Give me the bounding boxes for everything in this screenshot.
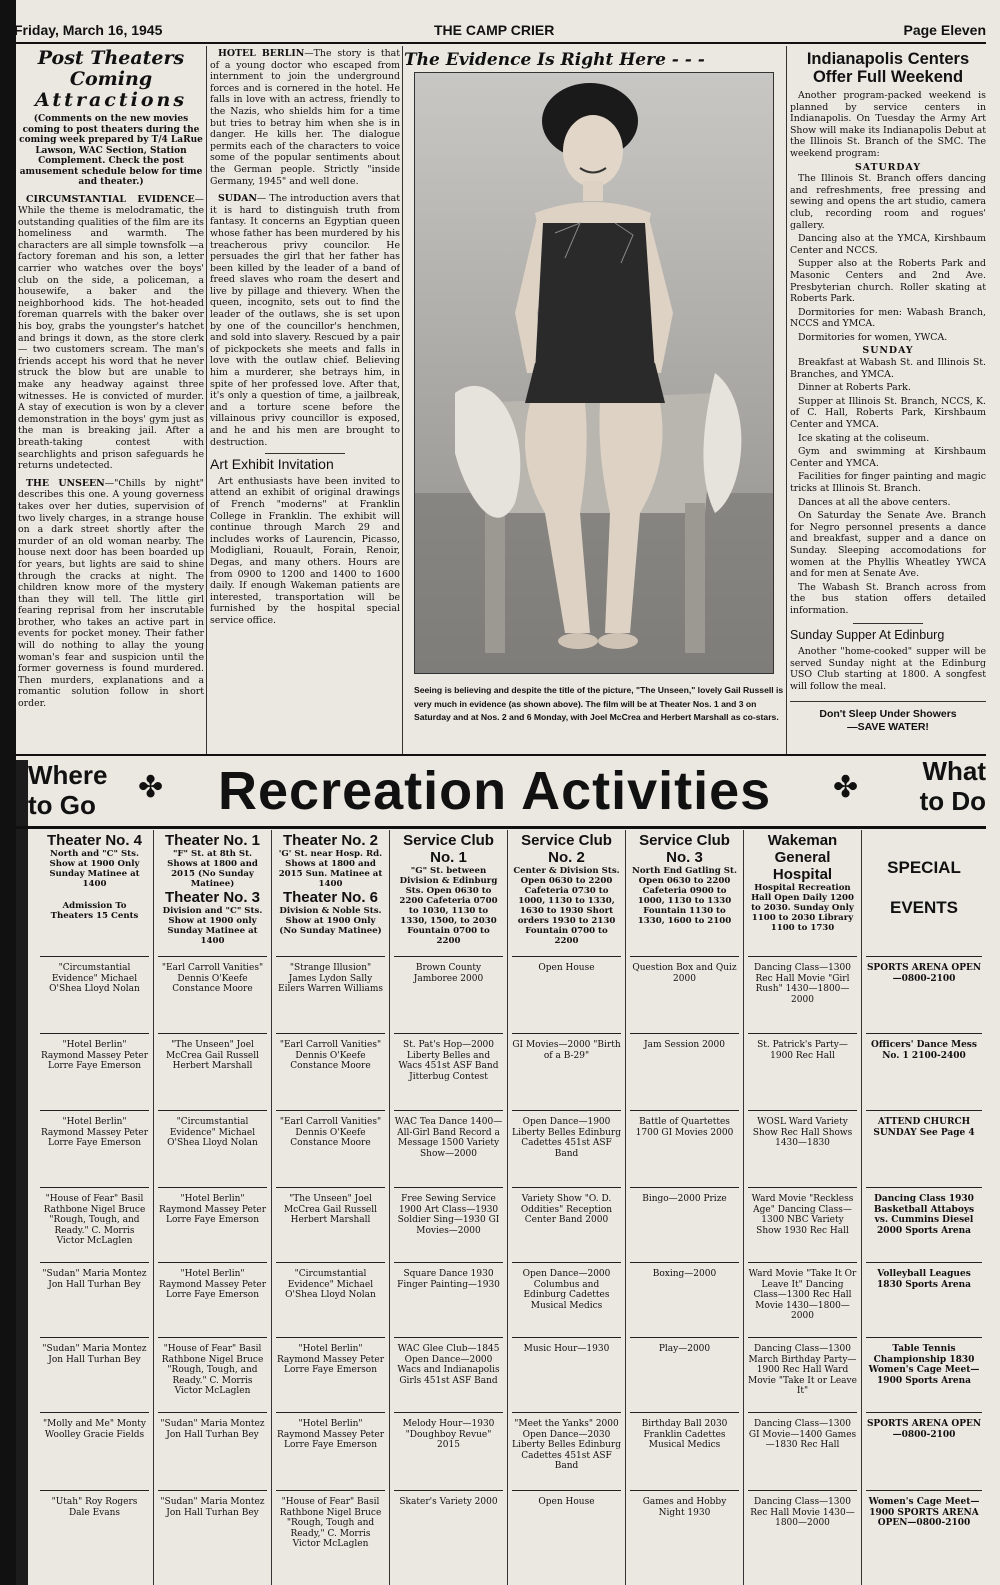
review-body-circumstantial: —While the theme is melodramatic, the outstanding qualities of the film are its homeliness and warmth. The characters are all simple townsfolk —a factory foreman and his son, a letter carrier who watches over the boys' club on the side, a policeman, a housewife, a baker and the neighborhood kids. The hot-headed foreman quarrels with the baker over his boy, grabs the youngster's hatchet and brings it down, as the store clerk — two customers scream. The man's friends accept his word that he never struck the blow but are unable to make any headway against three witnesses. He is convicted of murder. A stay of execution is won by a clever demonstration in the boys' gym just as the man is breaking jail. After a breath-taking contest with searchlights and prison safeguards he returns undetected. (18, 193, 204, 472)
saturday-label: SATURDAY (854, 161, 922, 173)
schedule-cell: "Molly and Me" Monty Woolley Gracie Fields (40, 1412, 149, 1440)
schedule-title: Theater No. 2 (282, 832, 379, 849)
schedule-column-service-club-2 (508, 830, 626, 1585)
saturday-item: Dormitories for women, YWCA. (798, 331, 948, 343)
masthead-rule (14, 42, 986, 44)
schedule-header (508, 830, 625, 948)
schedule-header (626, 830, 743, 928)
sunday-item: Supper at Illinois St. Branch, NCCS, K. of C. Hall, Roberts Park, Kirshbaum Center and YMCA. (790, 395, 986, 431)
column-rule (206, 46, 207, 754)
schedule-cell: "The Unseen" Joel McCrea Gail Russell Herbert Marshall (276, 1187, 385, 1226)
schedule-cell: Open Dance—1900 Liberty Belles Edinburg Cadettes 451st ASF Band (512, 1110, 621, 1159)
schedule-column-theater-1-3 (154, 830, 272, 1585)
gail-russell-photo (414, 72, 774, 674)
indianapolis-column (790, 50, 986, 756)
page-number: Page Eleven (903, 22, 986, 38)
edinburg-supper-body: Another "home-cooked" supper will be served Sunday night at the Edinburg USO Club starting at 1800. A songfest will follow the meal. (790, 646, 986, 692)
section-rule (14, 754, 986, 756)
schedule-cell: WOSL Ward Variety Show Rec Hall Shows 1430—1830 (748, 1110, 857, 1149)
schedule-cell: ATTEND CHURCH SUNDAY See Page 4 (866, 1110, 982, 1138)
review-body-sudan: — The introduction avers that it is hard to distinguish truth from fantasy. It concerns an Egyptian queen whose father has been murdered by his treacherous privy councilor. He persuades the girl that her father has been killed by the leader of a band of freed slaves who roam the desert and live by pillage and thievery. When the queen, incognito, sets out to find the leader of the outlaws, she is set upon by one of the councillor's henchmen, and sold into slavery. Rescued by a pair of pickpockets she meets and falls in love with the outlaw chief. Believing him a murderer, she betrays him, in spite of her professed love. After that, it's only a question of time, a jailbreak, and a torture scene before the villainous privy councillor is exposed, and he and his men are brought to destruction. (210, 193, 400, 448)
saturday-item: Dormitories for men: Wabash Branch, NCCS and YMCA. (790, 306, 986, 330)
schedule-cell: Dancing Class—1300 GI Movie—1400 Games—1830 Rec Hall (748, 1412, 857, 1451)
masthead (14, 18, 986, 44)
schedule-cell: "Sudan" Maria Montez Jon Hall Turhan Bey (158, 1412, 267, 1440)
schedule-cell: "Hotel Berlin" Raymond Massey Peter Lorre Faye Emerson (158, 1262, 267, 1301)
page-edge-shadow (0, 0, 16, 1585)
banner-rule (14, 826, 986, 829)
section-divider (790, 701, 986, 702)
review-body-hotel-berlin: —The story is that of a young doctor who escaped from internment to join the underground forces and is cornered in the hotel. He falls in love with an actress, friendly to the Nazis, who shields him for a time but tries to betray him when she is in danger. He kills her. The dialogue permits each of the characters to voice some of the popular sentiments about the German people. Strictly "inside Germany, 1945" and well done. (210, 48, 400, 187)
schedule-cell: "Sudan" Maria Montez Jon Hall Turhan Bey (40, 1337, 149, 1365)
schedule-info-2: Division & Noble Sts. Show at 1900 Only (No Sunday Matinee) (279, 906, 382, 936)
schedule-cell: Dancing Class 1930 Basketball Attaboys vs. Cummins Diesel 2000 Sports Arena (866, 1187, 982, 1236)
schedule-cell: Free Sewing Service 1900 Art Class—1930 Soldier Sing—1930 GI Movies—2000 (394, 1187, 503, 1236)
schedule-cell: "Sudan" Maria Montez Jon Hall Turhan Bey (40, 1262, 149, 1290)
schedule-cell: Bingo—2000 Prize (630, 1187, 739, 1205)
schedule-column-wakeman-hospital (744, 830, 862, 1585)
schedule-cell: "Earl Carroll Vanities" Dennis O'Keefe Constance Moore (158, 956, 267, 995)
schedule-header (272, 830, 389, 938)
schedule-cell: Birthday Ball 2030 Franklin Cadettes Musical Medics (630, 1412, 739, 1451)
schedule-cell: WAC Glee Club—1845 Open Dance—2000 Wacs and Indianapolis Girls 451st ASF Band (394, 1337, 503, 1386)
schedule-cell: SPORTS ARENA OPEN—0800-2100 (866, 1412, 982, 1440)
indianapolis-title: Indianapolis Centers Offer Full Weekend (806, 50, 970, 86)
banner-title: Recreation Activities (218, 761, 772, 821)
schedule-cell: Boxing—2000 (630, 1262, 739, 1280)
schedule-cell: "Hotel Berlin" Raymond Massey Peter Lorre Faye Emerson (158, 1187, 267, 1226)
schedule-cell: "Meet the Yanks" 2000 Open Dance—2030 Liberty Belles Edinburg Cadettes 451st ASF Band (512, 1412, 621, 1472)
edinburg-supper-title: Sunday Supper At Edinburg (790, 627, 945, 642)
sunday-item: The Wabash St. Branch across from the bus station offers detailed information. (790, 581, 986, 616)
sunday-item: Gym and swimming at Kirshbaum Center and YMCA. (790, 446, 986, 469)
schedule-cell: Play—2000 (630, 1337, 739, 1355)
schedule-header (36, 830, 153, 923)
schedule-header (390, 830, 507, 948)
save-water-notice (790, 708, 986, 734)
schedule-header (862, 830, 986, 930)
schedule-cell: Dancing Class—1300 Rec Hall Movie "Girl Rush" 1430—1800—2000 (748, 956, 857, 1005)
schedule-cell: "Circumstantial Evidence" Michael O'Shea Lloyd Nolan (276, 1262, 385, 1301)
schedule-title: Theater No. 1 (164, 832, 261, 849)
saturday-item: The Illinois St. Branch offers dancing and refreshments, free pressing and sewing and opens the art studio, camera club, recording room and rogues' gallery. (790, 173, 986, 231)
schedule-title-2: EVENTS (889, 898, 959, 917)
recreation-schedule-grid (36, 830, 986, 1585)
schedule-cell: Skater's Variety 2000 (394, 1490, 503, 1508)
save-water-line-2: —SAVE WATER! (847, 720, 929, 733)
schedule-info: "G" St. between Division & Edinburg Sts. Open 0630 to 2200 Cafeteria 0700 to 1030, 1130 to 1330, 1500, to 2030 Fountain 0700 to 2200 (399, 866, 498, 946)
schedule-column-service-club-3 (626, 830, 744, 1585)
ornament-icon: ✤ (138, 770, 164, 805)
review-head-sudan: SUDAN (218, 193, 257, 205)
post-theaters-intro: (Comments on the new movies coming to post theaters during the coming week prepared by T/4 LaRue Lawson, WAC Section, Station Complement. Check the post amusement schedule below for time and theater.) (19, 114, 203, 187)
schedule-info: North End Gatling St. Open 0630 to 2200 Cafeteria 0900 to 1000, 1130 to 1330 Fountain 1130 to 1330, 1600 to 2100 (632, 866, 737, 926)
admission-note: Admission To Theaters 15 Cents (50, 901, 139, 921)
schedule-cell: "Hotel Berlin" Raymond Massey Peter Lorre Faye Emerson (40, 1110, 149, 1149)
saturday-item: Dancing also at the YMCA, Kirshbaum Center and NCCS. (790, 233, 986, 256)
schedule-info: Center & Division Sts. Open 0630 to 2200 Cafeteria 0730 to 1000, 1130 to 1330, 1630 to 1930 Short orders 1930 to 2130 Fountain 0700 to 2200 (513, 866, 620, 946)
schedule-title: Service Club No. 2 (521, 832, 612, 866)
schedule-title: Service Club No. 3 (639, 832, 730, 866)
banner-to-go: to Go (28, 790, 96, 820)
schedule-title-2: Theater No. 6 (282, 889, 379, 906)
schedule-title: Service Club No. 1 (403, 832, 494, 866)
save-water-line-1: Don't Sleep Under Showers (819, 707, 957, 720)
photo-illustration (415, 73, 774, 674)
column-rule (402, 46, 403, 754)
post-theaters-title-2: Coming (69, 68, 153, 90)
schedule-cell: "Utah" Roy Rogers Dale Evans (40, 1490, 149, 1518)
banner-what: What (922, 756, 986, 786)
schedule-cell: Open Dance—2000 Columbus and Edinburg Cadettes Musical Medics (512, 1262, 621, 1311)
schedule-title-2: Theater No. 3 (164, 889, 261, 906)
saturday-item: Supper also at the Roberts Park and Masonic Centers and 2nd Ave. Presbyterian church. Roller skating at Roberts Park. (790, 258, 986, 305)
post-theaters-title-1: Post Theaters (37, 48, 185, 69)
schedule-cell: Dancing Class—1300 March Birthday Party—1900 Rec Hall Ward Movie "Take It or Leave It" (748, 1337, 857, 1397)
sunday-item: Dinner at Roberts Park. (798, 382, 911, 394)
schedule-cell: "Hotel Berlin" Raymond Massey Peter Lorre Faye Emerson (276, 1412, 385, 1451)
schedule-info: Hospital Recreation Hall Open Daily 1200 to 2030. Sunday Only 1100 to 2030 Library 1100 to 1730 (751, 883, 854, 933)
schedule-info-2: Division and "C" Sts. Show at 1900 only Sunday Matinee at 1400 (162, 906, 263, 946)
schedule-info: 'G' St. near Hosp. Rd. Shows at 1800 and 2015 Sun. Matinee at 1400 (278, 849, 383, 889)
schedule-cell: "Circumstantial Evidence" Michael O'Shea Lloyd Nolan (158, 1110, 267, 1149)
schedule-column-theater-4 (36, 830, 154, 1585)
recreation-banner (28, 756, 986, 828)
schedule-info: "F" St. at 8th St. Shows at 1800 and 2015 (No Sunday Matinee) (167, 849, 258, 889)
review-body-unseen: —"Chills by night" describes this one. A young governess takes over her duties, supervision of two lively charges, in a strange house on a dark street shortly after the murder of an old woman nearby. The house next door has been boarded up for years, but lights are said to shine through the cracks at night. The children know more of the mystery than they will tell. The little girl fearing reprisal from her inscrutable brother, who takes an active part in events for pocket money. Their father will do nothing to allay the young woman's fear and suspicion until the former governess is found murdered. Then murders, explanations and a romantic solution follow in short order. (18, 477, 204, 710)
sunday-label: SUNDAY (862, 345, 914, 357)
schedule-cell: St. Pat's Hop—2000 Liberty Belles and Wacs 451st ASF Band Jitterbug Contest (394, 1033, 503, 1082)
issue-date: Friday, March 16, 1945 (14, 22, 163, 38)
ornament-icon: ✤ (833, 770, 859, 805)
schedule-cell: Battle of Quartettes 1700 GI Movies 2000 (630, 1110, 739, 1138)
schedule-cell: Volleyball Leagues 1830 Sports Arena (866, 1262, 982, 1290)
schedule-cell: Question Box and Quiz 2000 (630, 956, 739, 984)
schedule-cell: "Earl Carroll Vanities" Dennis O'Keefe Constance Moore (276, 1110, 385, 1149)
schedule-header (154, 830, 271, 948)
schedule-cell: Games and Hobby Night 1930 (630, 1490, 739, 1518)
photo-caption: Seeing is believing and despite the title of the picture, "The Unseen," lovely Gail Russell is very much in evidence (as shown above). The film will be at Theater Nos. 1 and 3 on Saturday and at Nos. 2 and 6 Monday, with Joel McCrea and Herbert Marshall as co-stars. (414, 685, 784, 722)
schedule-cell: Music Hour—1930 (512, 1337, 621, 1355)
schedule-column-special-events (862, 830, 986, 1585)
schedule-cell: "Hotel Berlin" Raymond Massey Peter Lorre Faye Emerson (40, 1033, 149, 1072)
schedule-cell: Brown County Jamboree 2000 (394, 956, 503, 984)
sunday-item: Facilities for finger painting and magic tricks at Illinois St. Branch. (790, 471, 986, 494)
section-divider (265, 453, 345, 454)
review-head-circumstantial: CIRCUMSTANTIAL EVIDENCE (26, 193, 195, 205)
reviews-column-2 (210, 48, 400, 756)
paper-name: THE CAMP CRIER (434, 22, 555, 38)
schedule-cell: Ward Movie "Reckless Age" Dancing Class—1300 NBC Variety Show 1930 Rec Hall (748, 1187, 857, 1236)
schedule-cell: SPORTS ARENA OPEN—0800-2100 (866, 956, 982, 984)
banner-what-to-do (920, 756, 986, 816)
schedule-title: SPECIAL (887, 858, 961, 877)
section-divider (853, 623, 923, 624)
post-theaters-title-3: Attractions (34, 89, 188, 111)
art-exhibit-body: Art enthusiasts have been invited to attend an exhibit of original drawings of French "moderns" at Franklin College in Franklin. The exhibit will continue through March 29 and includes works of Laurencin, Picasso, Modigliani, Rouault, Forain, Renoir, Degas, and many others. Hours are from 0900 to 1200 and 1400 to 1600 daily. If enough Wakeman patients are interested, transportation will be furnished by the hospital special service office. (210, 475, 400, 626)
banner-where-to-go (28, 760, 107, 820)
review-head-hotel-berlin: HOTEL BERLIN (218, 48, 305, 59)
sunday-item: Ice skating at the coliseum. (798, 432, 930, 444)
schedule-info: North and "C" Sts. Show at 1900 Only Sunday Matinee at 1400 (49, 849, 140, 889)
review-head-unseen: THE UNSEEN (26, 477, 105, 489)
schedule-cell: Variety Show "O. D. Oddities" Reception Center Band 2000 (512, 1187, 621, 1226)
schedule-cell: Square Dance 1930 Finger Painting—1930 (394, 1262, 503, 1290)
schedule-cell: "House of Fear" Basil Rathbone Nigel Bruce "Rough, Tough and Ready," C. Morris Victor McLaglen (276, 1490, 385, 1550)
schedule-cell: GI Movies—2000 "Birth of a B-29" (512, 1033, 621, 1061)
schedule-cell: "Hotel Berlin" Raymond Massey Peter Lorre Faye Emerson (276, 1337, 385, 1376)
schedule-cell: Table Tennis Championship 1830 Women's Cage Meet—1900 Sports Arena (866, 1337, 982, 1386)
schedule-cell: Melody Hour—1930 "Doughboy Revue" 2015 (394, 1412, 503, 1451)
schedule-cell: "House of Fear" Basil Rathbone Nigel Bruce "Rough, Tough, and Ready." C. Morris Victor McLaglen (40, 1187, 149, 1247)
schedule-header (744, 830, 861, 935)
schedule-cell: "Strange Illusion" James Lydon Sally Eilers Warren Williams (276, 956, 385, 995)
art-exhibit-title: Art Exhibit Invitation (210, 456, 334, 473)
indianapolis-intro: Another program-packed weekend is planned by service centers in Indianapolis. On Tuesday the Army Art Show will make its Indianapolis Debut at the Illinois St. Branch of the SMC. The weekend program: (790, 90, 986, 159)
schedule-cell: "Sudan" Maria Montez Jon Hall Turhan Bey (158, 1490, 267, 1518)
banner-to-do: to Do (919, 786, 986, 816)
schedule-cell: Open House (512, 956, 621, 974)
post-theaters-column (18, 48, 204, 756)
schedule-cell: Women's Cage Meet—1900 SPORTS ARENA OPEN—0800-2100 (866, 1490, 982, 1529)
schedule-column-theater-2-6 (272, 830, 390, 1585)
schedule-cell: "Earl Carroll Vanities" Dennis O'Keefe Constance Moore (276, 1033, 385, 1072)
sunday-item: On Saturday the Senate Ave. Branch for Negro personnel presents a dance and breakfast, supper and a dance on Sunday. Sleeping accomodations for women at the Phyllis Wheatley YWCA and for men at Senate Ave. (790, 510, 986, 580)
sunday-item: Breakfast at Wabash St. and Illinois St. Branches, and YMCA. (790, 357, 986, 380)
schedule-cell: St. Patrick's Party—1900 Rec Hall (748, 1033, 857, 1061)
schedule-cell: "House of Fear" Basil Rathbone Nigel Bruce "Rough, Tough, and Ready." C. Morris Victor McLaglen (158, 1337, 267, 1397)
schedule-cell: "The Unseen" Joel McCrea Gail Russell Herbert Marshall (158, 1033, 267, 1072)
schedule-cell: Open House (512, 1490, 621, 1508)
schedule-cell: Dancing Class—1300 Rec Hall Movie 1430—1800—2000 (748, 1490, 857, 1529)
page-edge-shadow-lower (16, 760, 28, 1585)
schedule-cell: Jam Session 2000 (630, 1033, 739, 1051)
schedule-column-service-club-1 (390, 830, 508, 1585)
schedule-cell: Ward Movie "Take It Or Leave It" Dancing Class—1300 Rec Hall Movie 1430—1800—2000 (748, 1262, 857, 1322)
banner-where: Where (28, 760, 108, 790)
column-rule (786, 46, 787, 754)
schedule-cell: Officers' Dance Mess No. 1 2100-2400 (866, 1033, 982, 1061)
schedule-cell: WAC Tea Dance 1400—All-Girl Band Record a Message 1500 Variety Show—2000 (394, 1110, 503, 1159)
photo-headline: The Evidence Is Right Here - - - (404, 50, 705, 70)
schedule-title: Wakeman General Hospital (767, 832, 838, 883)
schedule-cell: "Circumstantial Evidence" Michael O'Shea Lloyd Nolan (40, 956, 149, 995)
sunday-item: Dances at all the above centers. (798, 496, 951, 508)
schedule-title: Theater No. 4 (46, 832, 143, 849)
